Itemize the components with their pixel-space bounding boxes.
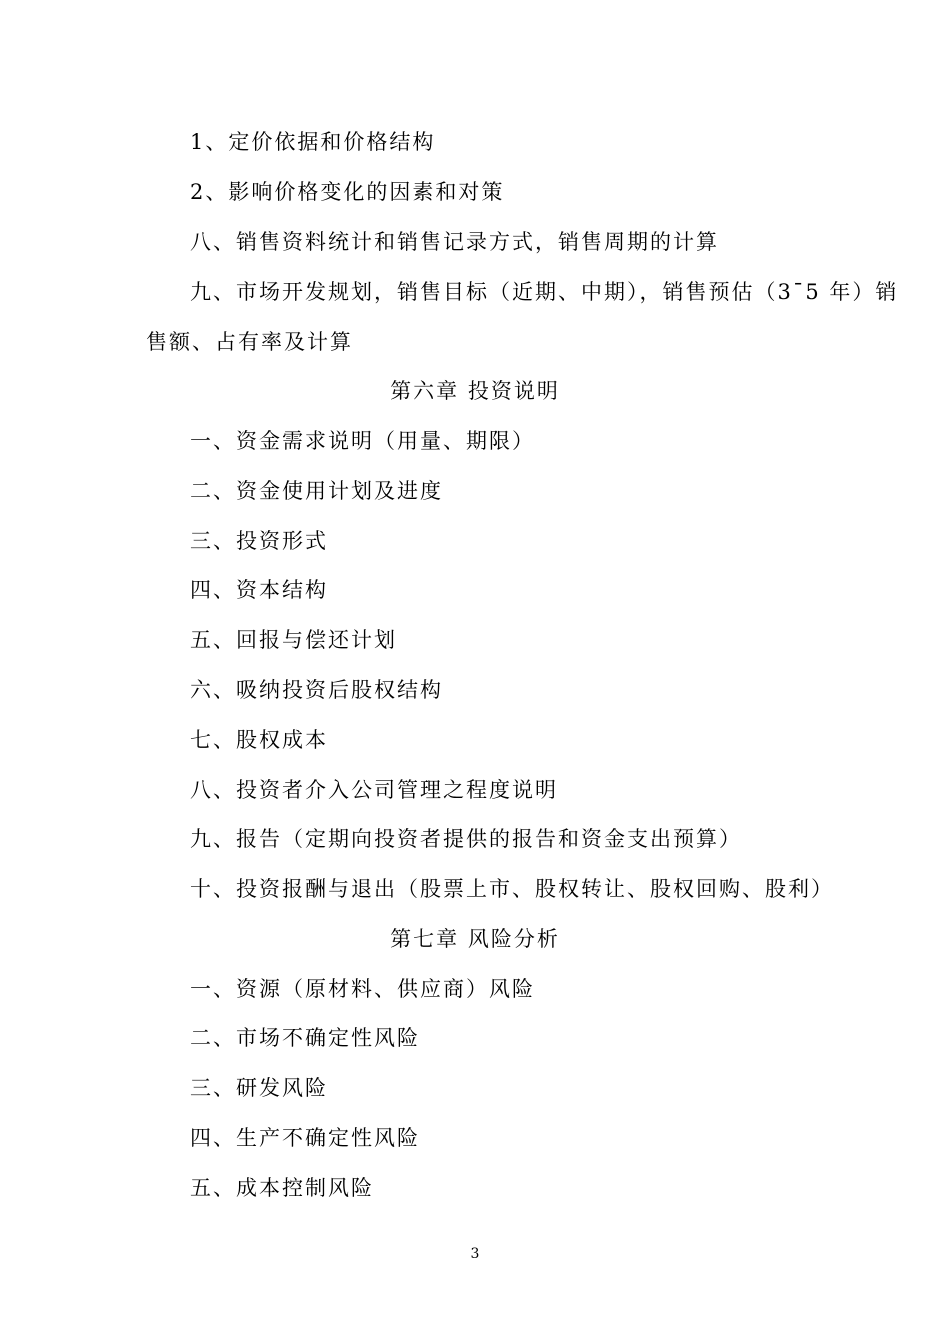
text-line: 五、回报与偿还计划 [190, 628, 397, 652]
text-line: 2、影响价格变化的因素和对策 [190, 180, 505, 204]
text-line: 二、资金使用计划及进度 [190, 479, 443, 503]
text-line: 七、股权成本 [190, 728, 328, 752]
text-line: 三、投资形式 [190, 529, 328, 553]
text-line: 六、吸纳投资后股权结构 [190, 678, 443, 702]
text-line: 五、成本控制风险 [190, 1176, 374, 1200]
chapter-heading: 第六章 投资说明 [390, 379, 560, 403]
text-line: 八、销售资料统计和销售记录方式，销售周期的计算 [190, 230, 719, 254]
page-number: 3 [470, 1246, 480, 1262]
text-line: 1、定价依据和价格结构 [190, 130, 436, 154]
text-line: 一、资金需求说明（用量、期限） [190, 429, 535, 453]
text-line: 九、市场开发规划，销售目标（近期、中期），销售预估（3¯5 年）销 [190, 280, 899, 304]
text-line: 售额、占有率及计算 [146, 330, 353, 354]
text-line: 九、报告（定期向投资者提供的报告和资金支出预算） [190, 827, 742, 851]
text-line: 十、投资报酬与退出（股票上市、股权转让、股权回购、股利） [190, 877, 834, 901]
chapter-heading: 第七章 风险分析 [390, 927, 560, 951]
text-line: 三、研发风险 [190, 1076, 328, 1100]
text-line: 一、资源（原材料、供应商）风险 [190, 977, 535, 1001]
text-line: 八、投资者介入公司管理之程度说明 [190, 778, 558, 802]
text-line: 四、资本结构 [190, 578, 328, 602]
text-line: 二、市场不确定性风险 [190, 1026, 420, 1050]
text-line: 四、生产不确定性风险 [190, 1126, 420, 1150]
